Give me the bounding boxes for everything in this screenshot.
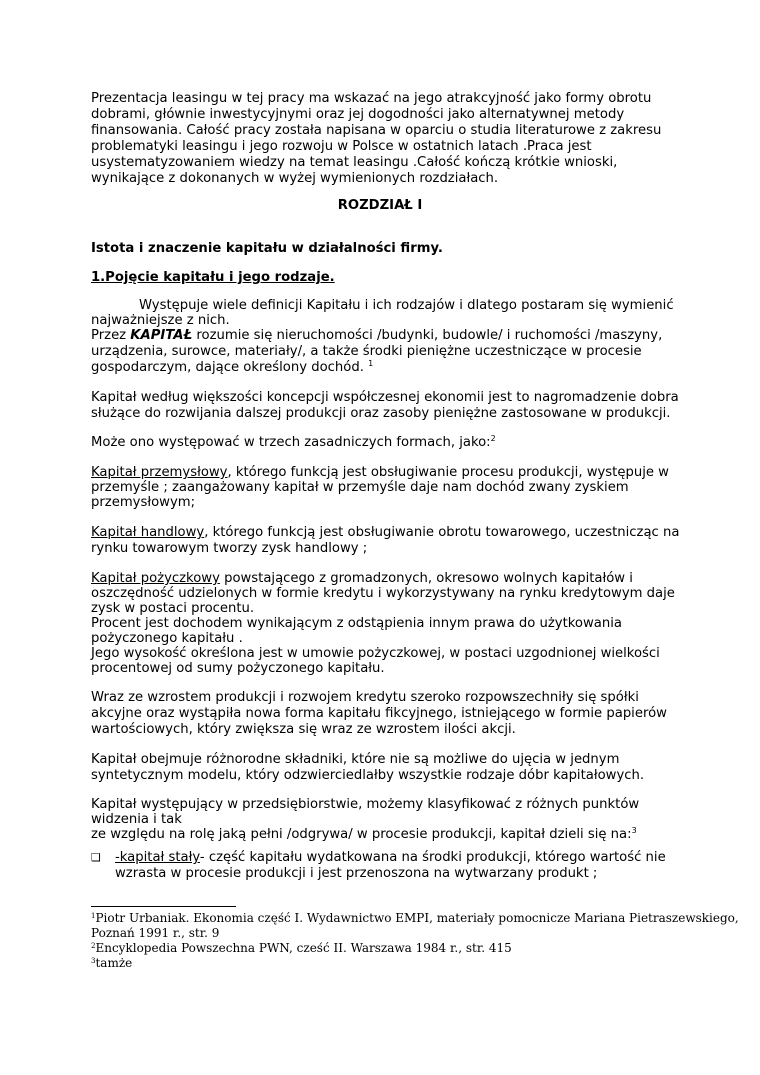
- classification-line: widzenia i tak: [91, 812, 182, 827]
- footnote-ref-1[interactable]: 1: [368, 359, 374, 368]
- loan-line: procentowej od sumy pożyczonego kapitału.: [91, 661, 385, 676]
- przez-text: Przez: [91, 328, 131, 343]
- capital-definition-line: Kapitał według większości koncepcji współczesnej ekonomii jest to nagromadzenie dobra: [91, 390, 679, 405]
- fixed-capital-term: -kapitał stały: [115, 850, 200, 865]
- loan-capital-term: Kapitał pożyczkowy: [91, 571, 220, 586]
- footnote-text: Piotr Urbaniak. Ekonomia część I. Wydawnictwo EMPI, materiały pomocnicze Mariana Pietraszewskiego,: [95, 911, 739, 925]
- footnote-number: 2: [91, 942, 96, 950]
- growth-line: Wraz ze wzrostem produkcji i rozwojem kredytu szeroko rozpowszechniły się spółki: [91, 690, 639, 705]
- classification-text: ze względu na rolę jaką pełni /odgrywa/ w procesie produkcji, kapitał dzieli się na:: [91, 827, 632, 842]
- commercial-capital-term: Kapitał handlowy: [91, 525, 205, 540]
- loan-line: zysk w postaci procentu.: [91, 601, 255, 616]
- fixed-capital-line: [115, 850, 681, 866]
- footnote-ref-3[interactable]: 3: [631, 826, 637, 835]
- intro-line: finansowania. Całość pracy została napisana w oparciu o studia literaturowe z zakresu: [91, 123, 662, 138]
- industrial-line: przemyśle ; zaangażowany kapitał w przemyśle daje nam dochód zwany zyskiem: [91, 480, 629, 495]
- intro-line: wynikające z dokonanych w wyżej wymienionych rozdziałach.: [91, 171, 499, 186]
- checkbox-bullet-icon: ❑: [91, 851, 101, 864]
- definitions-text: rozumie się nieruchomości /budynki, budowle/ i ruchomości /maszyny,: [192, 328, 663, 343]
- industrial-capital-term: Kapitał przemysłowy: [91, 465, 228, 480]
- definitions-line: urządzenia, surowce, materiały/, a także środki pieniężne uczestniczące w procesie: [91, 344, 642, 359]
- growth-line: wartościowych, który zwiększa się wraz ze wzrostem ilości akcji.: [91, 722, 516, 737]
- classification-line: [91, 827, 681, 843]
- definitions-line: najważniejsze z nich.: [91, 313, 230, 328]
- commercial-line: [91, 525, 681, 541]
- loan-text: powstającego z gromadzonych, okresowo wolnych kapitałów i: [219, 571, 633, 586]
- footnote-2: [91, 941, 512, 956]
- definitions-line: Występuje wiele definicji Kapitału i ich rodzajów i dlatego postaram się wymienić: [139, 298, 674, 313]
- components-line: Kapitał obejmuje różnorodne składniki, które nie są możliwe do ujęcia w jednym: [91, 752, 620, 767]
- footnote-1: [91, 911, 739, 926]
- subsection-title: [91, 270, 681, 286]
- forms-intro-text: Może ono występować w trzech zasadniczych formach, jako:: [91, 435, 491, 450]
- loan-line: Jego wysokość określona jest w umowie pożyczkowej, w postaci uzgodnionej wielkości: [91, 646, 660, 661]
- chapter-heading: ROZDZIAŁ I: [337, 198, 423, 213]
- forms-intro: [91, 435, 681, 451]
- components-line: syntetycznym modelu, który odzwierciedlałby wszystkie rodzaje dóbr kapitałowych.: [91, 768, 645, 783]
- industrial-text: , którego funkcją jest obsługiwanie procesu produkcji, występuje w: [227, 465, 669, 480]
- fixed-capital-line: wzrasta w procesie produkcji i jest przenoszona na wytwarzany produkt ;: [115, 866, 598, 881]
- industrial-line: przemysłowym;: [91, 495, 196, 510]
- capital-definition-line: służące do rozwijania dalszej produkcji oraz zasoby pieniężne zastosowane w produkcji.: [91, 406, 671, 421]
- intro-line: usystematyzowaniem wiedzy na temat leasingu .Całość kończą krótkie wnioski,: [91, 155, 618, 170]
- footnote-3: [91, 956, 132, 971]
- growth-line: akcyjne oraz wystąpiła nowa forma kapitału fikcyjnego, istniejącego w formie papierów: [91, 706, 667, 721]
- fixed-capital-text: - część kapitału wydatkowana na środki produkcji, którego wartość nie: [199, 850, 666, 865]
- definitions-line: [91, 328, 681, 344]
- intro-line: Prezentacja leasingu w tej pracy ma wskazać na jego atrakcyjność jako formy obrotu: [91, 91, 652, 106]
- industrial-line: [91, 465, 681, 481]
- footnote-number: 3: [91, 957, 96, 965]
- footnote-separator: [91, 906, 236, 907]
- loan-line: Procent jest dochodem wynikającym z odstąpienia innym prawa do użytkowania: [91, 616, 622, 631]
- loan-line: pożyczonego kapitału .: [91, 631, 243, 646]
- loan-line: oszczędność udzielonych w formie kredytu i wykorzystywany na rynku kredytowym daje: [91, 586, 675, 601]
- footnote-number: 1: [91, 912, 96, 920]
- classification-line: Kapitał występujący w przedsiębiorstwie, możemy klasyfikować z różnych punktów: [91, 797, 640, 812]
- definitions-text: gospodarczym, dające określony dochód.: [91, 360, 369, 375]
- loan-line: [91, 571, 681, 587]
- definitions-line: [91, 360, 681, 376]
- commercial-line: rynku towarowym tworzy zysk handlowy ;: [91, 541, 368, 556]
- subsection-title-text: 1.Pojęcie kapitału i jego rodzaje.: [91, 270, 335, 285]
- intro-line: problematyki leasingu i jego rozwoju w Polsce w ostatnich latach .Praca jest: [91, 139, 592, 154]
- intro-line: dobrami, głównie inwestycyjnymi oraz jej dogodności jako alternatywnej metody: [91, 107, 625, 122]
- footnote-text: Encyklopedia Powszechna PWN, cześć II. Warszawa 1984 r., str. 415: [95, 941, 512, 955]
- footnote-ref-2[interactable]: 2: [490, 434, 496, 443]
- section-title: Istota i znaczenie kapitału w działalności firmy.: [91, 241, 443, 256]
- commercial-text: , którego funkcją jest obsługiwanie obrotu towarowego, uczestnicząc na: [204, 525, 680, 540]
- kapital-term: KAPITAŁ: [130, 328, 193, 343]
- footnote-1-continuation: Poznań 1991 r., str. 9: [91, 926, 220, 940]
- footnote-text: tamże: [95, 956, 133, 970]
